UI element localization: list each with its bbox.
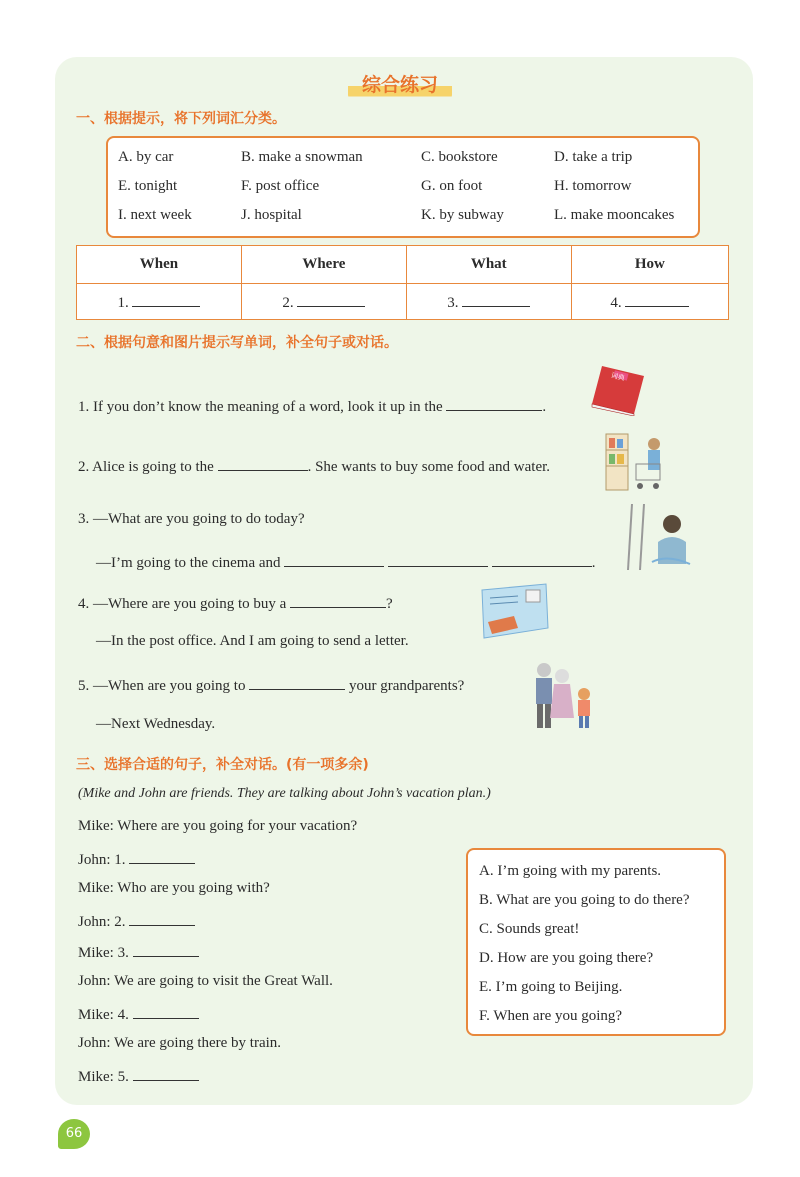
page-number: 66 <box>58 1119 90 1149</box>
question-4a: 4. —Where are you going to buy a ? <box>78 593 393 613</box>
question-5a: 5. —When are you going to your grandparents? <box>78 675 464 695</box>
dialogue-line: Mike: 5. <box>78 1066 199 1086</box>
table-header-how: How <box>571 246 728 284</box>
question-3b: —I’m going to the cinema and . <box>96 552 596 572</box>
answer-blank[interactable] <box>284 552 384 567</box>
word-item: F. post office <box>241 178 320 194</box>
option-item: C. Sounds great! <box>479 921 580 937</box>
answer-cell[interactable]: 4. <box>571 284 728 320</box>
table-header-what: What <box>406 246 571 284</box>
word-item: D. take a trip <box>554 149 633 165</box>
word-item: K. by subway <box>421 207 504 223</box>
word-item: I. next week <box>118 207 192 223</box>
answer-blank[interactable] <box>133 1066 199 1081</box>
word-item: B. make a snowman <box>241 149 363 165</box>
dialogue-line: John: 2. <box>78 911 195 931</box>
section-3-heading: 三、选择合适的句子，补全对话。(有一项多余) <box>76 757 369 773</box>
question-2: 2. Alice is going to the . She wants to buy some food and water. <box>78 456 550 476</box>
table-header-when: When <box>77 246 242 284</box>
supermarket-icon <box>604 430 674 494</box>
answer-blank[interactable] <box>133 942 199 957</box>
context-note: (Mike and John are friends. They are talking about John’s vacation plan.) <box>78 786 491 801</box>
grandparents-icon <box>528 660 600 732</box>
options-list <box>479 860 690 1034</box>
answer-blank[interactable] <box>129 911 195 926</box>
question-4b: —In the post office. And I am going to send a letter. <box>96 633 409 649</box>
question-1: 1. If you don’t know the meaning of a word, look it up in the . <box>78 396 546 416</box>
answer-cell[interactable]: 3. <box>406 284 571 320</box>
book-label: 词典 <box>609 371 626 383</box>
answer-cell[interactable]: 1. <box>77 284 242 320</box>
word-item: E. tonight <box>118 178 178 194</box>
word-item: J. hospital <box>241 207 302 223</box>
answer-blank[interactable] <box>249 675 345 690</box>
option-item: A. I’m going with my parents. <box>479 863 662 879</box>
answer-cell[interactable]: 2. <box>241 284 406 320</box>
dialogue-line: John: We are going there by train. <box>78 1035 282 1051</box>
word-item: H. tomorrow <box>554 178 632 194</box>
postcard-icon <box>478 580 550 642</box>
word-item: C. bookstore <box>421 149 498 165</box>
table-header-where: Where <box>241 246 406 284</box>
answer-blank[interactable] <box>388 552 488 567</box>
section-2-heading: 二、根据句意和图片提示写单词，补全句子或对话。 <box>76 335 398 351</box>
option-item: F. When are you going? <box>479 1008 623 1024</box>
dialogue-line: John: We are going to visit the Great Wall. <box>78 973 333 989</box>
answer-blank[interactable] <box>446 396 542 411</box>
answer-blank[interactable] <box>492 552 592 567</box>
dictionary-icon <box>588 362 646 416</box>
answer-blank[interactable] <box>218 456 308 471</box>
dialogue-line: Mike: 4. <box>78 1004 199 1024</box>
section-1-heading: 一、根据提示，将下列词汇分类。 <box>76 111 286 127</box>
option-item: D. How are you going there? <box>479 950 654 966</box>
word-item: G. on foot <box>421 178 483 194</box>
dialogue-line: Mike: Where are you going for your vacation? <box>78 818 358 834</box>
page-title: 综合练习 <box>348 70 452 99</box>
dialogue-line: Mike: Who are you going with? <box>78 880 270 896</box>
classification-table <box>76 245 729 320</box>
answer-blank[interactable] <box>129 849 195 864</box>
word-item: A. by car <box>118 149 174 165</box>
option-item: E. I’m going to Beijing. <box>479 979 623 995</box>
question-3a: 3. —What are you going to do today? <box>78 511 305 527</box>
answer-blank[interactable] <box>290 593 386 608</box>
question-5b: —Next Wednesday. <box>96 716 216 732</box>
swimming-pool-icon <box>622 502 692 572</box>
dialogue-line: Mike: 3. <box>78 942 199 962</box>
dialogue-line: John: 1. <box>78 849 195 869</box>
option-item: B. What are you going to do there? <box>479 892 690 908</box>
word-item: L. make mooncakes <box>554 207 675 223</box>
word-bank <box>118 147 698 226</box>
answer-blank[interactable] <box>133 1004 199 1019</box>
